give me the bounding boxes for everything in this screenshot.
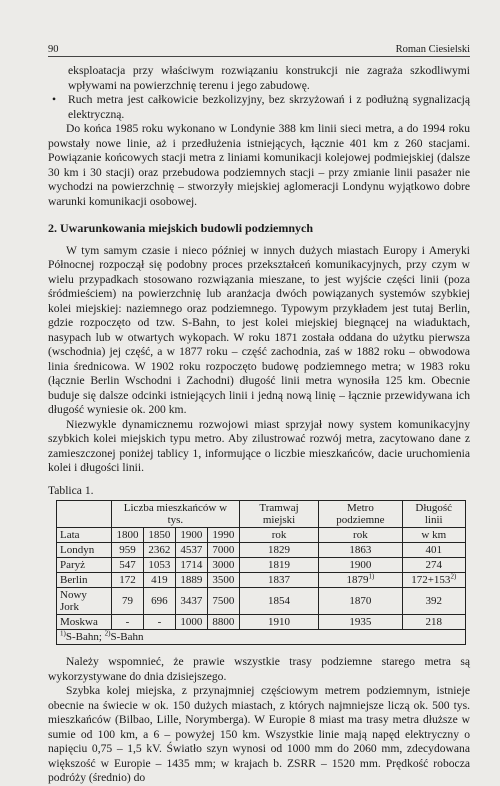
table-cell: 547 bbox=[111, 558, 143, 573]
table-cell: 696 bbox=[143, 588, 175, 615]
table-cell: rok bbox=[319, 528, 402, 543]
paragraph-berlin: W tym samym czasie i nieco później w innych dużych miastach Europy i Ameryki Północnej rozpoczął się podobny proces przekształceń komunikacyjnych, przy czym w wielu przypadkach stosowano rozwiązania mieszane, to jest wyjście części linii (poza śródmieściem) na powierzchnię lub aranżacja dwóch powiązanych systemów szybkiej kolei miejskiej: naziemnego oraz podziemnego. Typowym przykładem jest tutaj Berlin, gdzie rozpoczęto od tzw. S-Bahn, to jest kolei miejskiej biegnącej na wiaduktach, nasypach lub w otwartych wykopach. W roku 1871 została oddana do użytku pierwsza (wschodnia) jej część, a w 1877 roku – część zachodnia, zaś w 1882 roku – obwodowa linia średnicowa. W 1902 roku rozpoczęto budowę podziemnego metra; w 1983 roku (łącznie Berlin Wschodni i Zachodni) długość linii metra wynosiła 125 km. Obecnie buduje się dalsze odcinki istniejących linii i jedną nową linię – łącznie przewidywana ich długość wyniesie ok. 200 km. bbox=[48, 243, 470, 416]
row-label: Lata bbox=[57, 528, 112, 543]
table-cell: 1837 bbox=[239, 573, 318, 588]
table-cell: 8800 bbox=[207, 615, 239, 630]
table-corner bbox=[57, 501, 112, 528]
table-cell: 1829 bbox=[239, 543, 318, 558]
header-length: Długość linii bbox=[402, 501, 466, 528]
footnote-ref: 1) bbox=[368, 572, 375, 581]
header-population: Liczba mieszkańców w tys. bbox=[111, 501, 239, 528]
table-cell: 3000 bbox=[207, 558, 239, 573]
page-number: 90 bbox=[48, 44, 59, 55]
table-cell: 1854 bbox=[239, 588, 318, 615]
table-cell bbox=[319, 573, 402, 588]
page-content bbox=[48, 64, 470, 786]
table-row bbox=[57, 558, 466, 573]
table-cell: 2362 bbox=[143, 543, 175, 558]
table-cell: 1850 bbox=[143, 528, 175, 543]
row-label: Paryż bbox=[57, 558, 112, 573]
table-cell: 1053 bbox=[143, 558, 175, 573]
table-cell: 7000 bbox=[207, 543, 239, 558]
paragraph-london: Do końca 1985 roku wykonano w Londynie 388 km linii sieci metra, a do 1994 roku powstały nowe linie, aż i przedłużenia istniejących, łącznie 401 km z 260 stacjami. Powiązanie końcowych stacji metra z liniami komunikacji kolejowej podmiejskiej (dalsze 30 km i 30 stacji) oraz przebudowa podziemnych stacji – przy zmianie linii pasażer nie wychodzi na powierzchnię – stworzyły miejskiej aglomeracji Londynu wyjątkowo dobre warunki komunikacji osobowej. bbox=[48, 122, 470, 208]
footnote-marker-2: 2) bbox=[104, 629, 111, 638]
header-author: Roman Ciesielski bbox=[395, 44, 470, 55]
table-cell: 1819 bbox=[239, 558, 318, 573]
table-cell: 274 bbox=[402, 558, 466, 573]
table-cell: w km bbox=[402, 528, 466, 543]
cell-value: 1879 bbox=[346, 574, 369, 586]
paragraph-old-routes: Należy wspomnieć, że prawie wszystkie trasy podziemne starego metra są wykorzystywane do dnia dzisiejszego. bbox=[48, 655, 470, 683]
table-cell: 1900 bbox=[175, 528, 207, 543]
table-header-row bbox=[57, 501, 466, 528]
table-body bbox=[57, 528, 466, 630]
footnote-ref: 2) bbox=[450, 572, 457, 581]
table-row bbox=[57, 528, 466, 543]
table-cell: 1000 bbox=[175, 615, 207, 630]
table-cell: - bbox=[143, 615, 175, 630]
table-cell: 1800 bbox=[111, 528, 143, 543]
row-label: Berlin bbox=[57, 573, 112, 588]
table-cell: 7500 bbox=[207, 588, 239, 615]
table-row bbox=[57, 615, 466, 630]
table-cell: 4537 bbox=[175, 543, 207, 558]
table-footnote bbox=[57, 630, 466, 645]
paragraph-worldwide: Szybka kolej miejska, z przynajmniej częściowym metrem podziemnym, istnieje obecnie na świecie w ok. 150 dużych miastach, z których najmniejsze liczą ok. 500 tys. mieszkańców (Bilbao, Lille, Norymberga). W Europie 8 miast ma trasy metra dłuższe w sumie od 100 km, a 6 – powyżej 150 km. Wszystkie linie mają napęd elektryczny o napięciu 0,75 – 1,5 kV. Światło szyn wynosi od 1000 mm do 2060 mm, zdecydowana większość w Europie – 1435 mm; w krajach b. ZSRR – 1520 mm. Prędkość robocza podróży (średnio) do bbox=[48, 684, 470, 784]
header-tram: Tramwaj miejski bbox=[239, 501, 318, 528]
row-label: Londyn bbox=[57, 543, 112, 558]
table-cell: 1990 bbox=[207, 528, 239, 543]
bullet-item: • Ruch metra jest całkowicie bezkolizyjny, bez skrzyżowań i z podłużną sygnalizacją elektryczną. bbox=[48, 93, 470, 122]
table-cell: 959 bbox=[111, 543, 143, 558]
table-cell: 1863 bbox=[319, 543, 402, 558]
table-cell: 1889 bbox=[175, 573, 207, 588]
table-cell: 218 bbox=[402, 615, 466, 630]
table-cell: 1910 bbox=[239, 615, 318, 630]
cell-value: 172+153 bbox=[411, 574, 451, 586]
table-cell: 1935 bbox=[319, 615, 402, 630]
table-cell: 1714 bbox=[175, 558, 207, 573]
table-cell bbox=[402, 573, 466, 588]
section-heading: 2. Uwarunkowania miejskich budowli podziemnych bbox=[48, 221, 314, 235]
footnote-2: S-Bahn bbox=[110, 631, 144, 643]
table-cell: 1870 bbox=[319, 588, 402, 615]
metro-table bbox=[56, 500, 466, 645]
bullet-continued: eksploatacja przy właściwym rozwiązaniu konstrukcji nie zagraża szkodliwymi wpływami na powierzchnię terenu i jego zabudowę. bbox=[68, 64, 470, 92]
table-cell: 3500 bbox=[207, 573, 239, 588]
running-header bbox=[48, 44, 470, 57]
row-label: Nowy Jork bbox=[57, 588, 112, 615]
table-footnote-row bbox=[57, 630, 466, 645]
table-cell: 401 bbox=[402, 543, 466, 558]
header-metro: Metro podziemne bbox=[319, 501, 402, 528]
footnote-1: S-Bahn; bbox=[65, 631, 102, 643]
table-cell: 1900 bbox=[319, 558, 402, 573]
table-cell: 3437 bbox=[175, 588, 207, 615]
table-cell: - bbox=[111, 615, 143, 630]
row-label: Moskwa bbox=[57, 615, 112, 630]
table-row bbox=[57, 543, 466, 558]
table-row bbox=[57, 588, 466, 615]
table-cell: 79 bbox=[111, 588, 143, 615]
table-cell: 392 bbox=[402, 588, 466, 615]
table-row bbox=[57, 573, 466, 588]
table-cell: 172 bbox=[111, 573, 143, 588]
table-cell: rok bbox=[239, 528, 318, 543]
paragraph-metro-growth: Niezwykle dynamicznemu rozwojowi miast sprzyjał nowy system komunikacyjny szybkich kolei miejskich typu metro. Aby zilustrować rozwój metra, zacytowano dane z zamieszczonej poniżej tablicy 1, informujące o liczbie mieszkańców, dacie uruchomienia kolei i długości linii. bbox=[48, 417, 470, 474]
table-caption: Tablica 1. bbox=[48, 483, 94, 497]
table-cell: 419 bbox=[143, 573, 175, 588]
footnote-marker-1: 1) bbox=[60, 629, 66, 638]
